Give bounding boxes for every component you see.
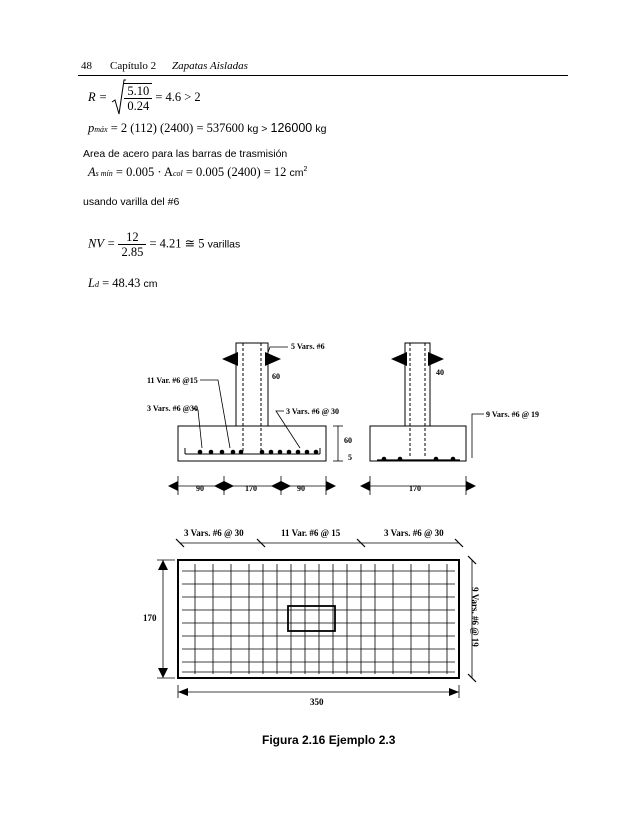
eq-ld-l: L	[88, 276, 95, 290]
leader-3vars-right	[276, 411, 300, 448]
eq-r-den: 0.24	[127, 99, 150, 113]
label-3vars-left: 3 Vars. #6 @30	[147, 404, 199, 413]
eq-r-lhs: R =	[88, 89, 108, 104]
eq-as-rhs: = 0.005 (2400) = 12	[185, 165, 287, 179]
leader-11var	[200, 380, 230, 448]
eq-nv-num: 12	[118, 230, 146, 245]
text-varilla: usando varilla del #6	[83, 196, 180, 208]
plan-dim-left: 170	[143, 613, 157, 623]
eq-r-num: 5.10	[124, 84, 152, 99]
footing-outline-b	[370, 426, 466, 461]
plan-view	[157, 539, 476, 698]
plan-label-top-mid: 11 Var. #6 @ 15	[281, 528, 341, 538]
eq-pmax-rhs: = 2 (112) (2400) = 537600	[110, 121, 245, 135]
eq-as-sub1: s mín	[95, 169, 113, 178]
label-3vars-right: 3 Vars. #6 @ 30	[286, 407, 340, 416]
eq-as-a1: A	[88, 165, 96, 179]
plan-label-right: 9 Vars. #6 @ 19	[469, 587, 480, 647]
section-b	[360, 343, 484, 495]
column-outline	[236, 343, 268, 426]
label-col-dim-60: 60	[272, 372, 280, 381]
eq-pmax-p: p	[88, 121, 95, 135]
plan-rebar-grid	[182, 564, 455, 674]
eq-ld-sub: d	[94, 280, 99, 289]
plan-label-top-right: 3 Vars. #6 @ 30	[384, 528, 444, 538]
cut-arrow-right-icon	[428, 352, 444, 366]
leader-3vars-left	[193, 408, 202, 448]
plan-dim-bottom: 350	[310, 697, 324, 707]
eq-as-mid: = 0.005 · A	[115, 165, 173, 179]
eq-pmax-unit1: kg >	[247, 123, 268, 135]
eq-ld-unit: cm	[143, 278, 158, 290]
label-dim-90-right: 90	[297, 484, 305, 493]
figure-caption: Figura 2.16 Ejemplo 2.3	[262, 733, 396, 747]
eq-r-rhs: = 4.6 > 2	[155, 89, 201, 104]
label-dim-60: 60	[344, 436, 352, 445]
section-title: Zapatas Aisladas	[172, 60, 248, 72]
eq-pmax-value2: 126000	[270, 121, 313, 135]
page-number: 48	[81, 60, 92, 72]
column-outline-b	[405, 343, 430, 426]
cut-arrow-left-icon	[222, 352, 238, 366]
eq-as-sub2: col	[172, 169, 183, 178]
label-dim-5: 5	[348, 453, 352, 462]
section-a	[168, 343, 343, 495]
plan-footing-outline	[178, 560, 459, 678]
eq-as-unit: cm	[289, 167, 304, 179]
eq-pmax-sub: máx	[94, 125, 108, 134]
chapter-label: Capítulo 2	[110, 60, 157, 72]
text-area-acero: Area de acero para las barras de trasmisión	[83, 148, 288, 160]
cut-arrow-left-icon	[391, 352, 407, 366]
eq-ld-rhs: = 48.43	[102, 276, 141, 290]
label-11var: 11 Var. #6 @15	[147, 376, 198, 385]
eq-nv-lhs: NV =	[88, 236, 116, 251]
label-col-dim-40: 40	[436, 368, 444, 377]
label-dim-170-b: 170	[409, 484, 421, 493]
eq-nv-rhs: = 4.21 ≅ 5	[149, 236, 205, 251]
label-dim-170: 170	[245, 484, 257, 493]
eq-nv-unit: varillas	[207, 238, 241, 251]
label-5vars: 5 Vars. #6	[291, 342, 325, 351]
eq-as-sup: 2	[303, 165, 308, 173]
leader-9vars	[472, 414, 484, 458]
eq-nv-den: 2.85	[121, 245, 144, 259]
plan-label-top-left: 3 Vars. #6 @ 30	[184, 528, 244, 538]
eq-pmax-unit2: kg	[315, 123, 327, 135]
label-dim-90-left: 90	[196, 484, 204, 493]
label-9vars: 9 Vars. #6 @ 19	[486, 410, 540, 419]
